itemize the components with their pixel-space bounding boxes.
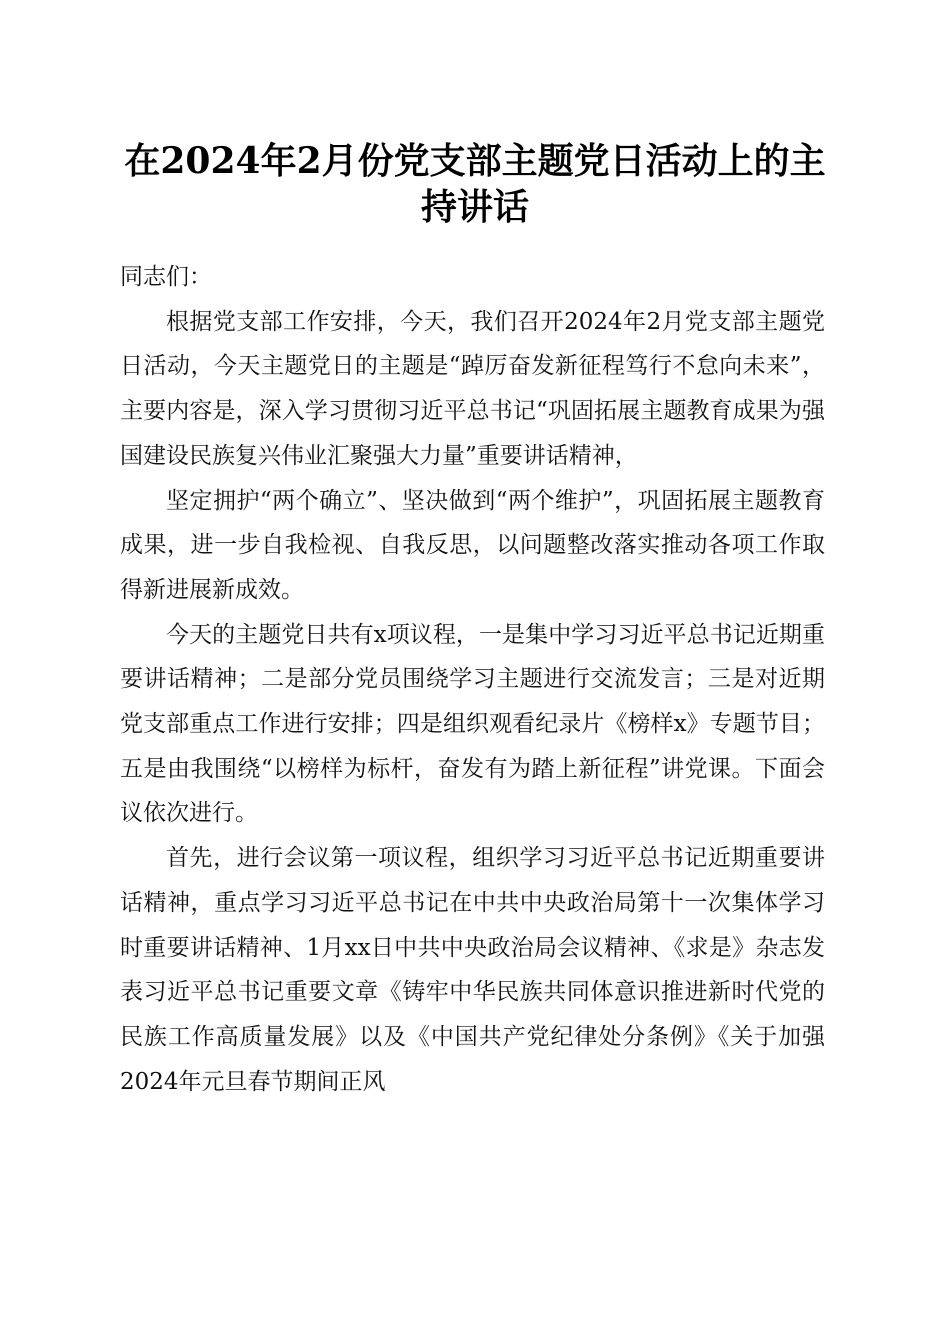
document-body xyxy=(120,255,825,1104)
paragraph-1: 根据党支部工作安排，今天，我们召开2024年2月党支部主题党日活动，今天主题党日的主题是“踔厉奋发新征程笃行不怠向未来”，主要内容是，深入学习贯彻习近平总书记“巩固拓展主题教育成果为强国建设民族复兴伟业汇聚强大力量”重要讲话精神， xyxy=(120,308,825,469)
paragraph-3: 今天的主题党日共有x项议程，一是集中学习习近平总书记近期重要讲话精神；二是部分党员围绕学习主题进行交流发言；三是对近期党支部重点工作进行安排；四是组织观看纪录片《榜样x》专题节目；五是由我围绕“以榜样为标杆，奋发有为踏上新征程”讲党课。下面会议依次进行。 xyxy=(120,621,825,827)
paragraph-4: 首先，进行会议第一项议程，组织学习习近平总书记近期重要讲话精神，重点学习习近平总书记在中共中央政治局第十一次集体学习时重要讲话精神、1月xx日中共中央政治局会议精神、《求是》杂志发表习近平总书记重要文章《铸牢中华民族共同体意识推进新时代党的民族工作高质量发展》以及《中国共产党纪律处分条例》《关于加强2024年元旦春节期间正风 xyxy=(120,845,825,1095)
paragraph-2: 坚定拥护“两个确立”、坚决做到“两个维护”，巩固拓展主题教育成果，进一步自我检视、自我反思，以问题整改落实推动各项工作取得新进展新成效。 xyxy=(120,487,825,603)
document-title: 在2024年2月份党支部主题党日活动上的主持讲话 xyxy=(124,140,826,228)
salutation: 同志们： xyxy=(120,264,212,290)
